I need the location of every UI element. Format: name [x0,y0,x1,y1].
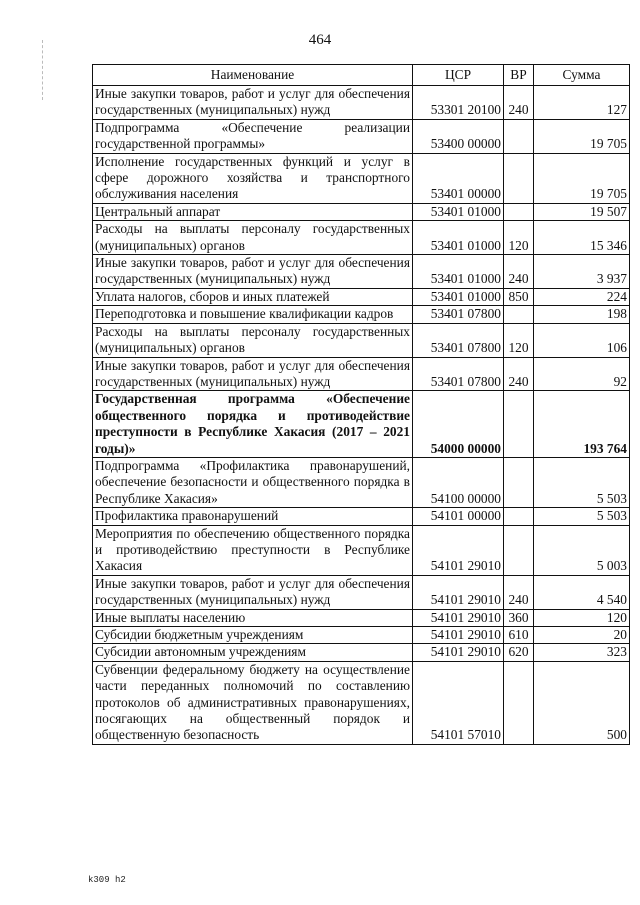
cell-name: Подпрограмма «Обеспечение реализации государственной программы» [93,119,413,153]
table-row [93,306,630,323]
cell-csr: 53301 20100 [413,86,504,120]
cell-sum: 500 [534,661,630,744]
header-sum: Сумма [534,65,630,86]
cell-vr: 620 [504,644,534,661]
cell-sum: 19 705 [534,119,630,153]
cell-sum: 5 503 [534,457,630,507]
cell-vr: 240 [504,575,534,609]
table-row [93,525,630,575]
cell-csr: 54100 00000 [413,457,504,507]
cell-sum: 224 [534,288,630,305]
cell-vr [504,525,534,575]
header-csr: ЦСР [413,65,504,86]
cell-name: Центральный аппарат [93,203,413,220]
table-row [93,323,630,357]
cell-csr: 53401 01000 [413,255,504,289]
cell-vr: 360 [504,609,534,626]
table-row [93,203,630,220]
cell-sum: 5 003 [534,525,630,575]
cell-name: Иные закупки товаров, работ и услуг для обеспечения государственных (муниципальных) нужд [93,357,413,391]
cell-vr [504,391,534,458]
cell-name: Иные закупки товаров, работ и услуг для обеспечения государственных (муниципальных) нужд [93,255,413,289]
cell-csr: 54101 29010 [413,525,504,575]
cell-sum: 15 346 [534,221,630,255]
cell-csr: 53401 00000 [413,153,504,203]
table-row [93,221,630,255]
cell-name: Подпрограмма «Профилактика правонарушений, обеспечение безопасности и общественного порядка в Республике Хакасия» [93,457,413,507]
cell-sum: 19 507 [534,203,630,220]
header-name: Наименование [93,65,413,86]
cell-vr: 120 [504,221,534,255]
cell-name: Расходы на выплаты персоналу государственных (муниципальных) органов [93,221,413,255]
cell-vr [504,153,534,203]
table-row [93,457,630,507]
cell-name: Расходы на выплаты персоналу государственных (муниципальных) органов [93,323,413,357]
cell-name: Государственная программа «Обеспечение общественного порядка и противодействие преступности в Республике Хакасия (2017 – 2021 годы)» [93,391,413,458]
cell-sum: 120 [534,609,630,626]
footer-code: k309 h2 [88,875,126,885]
cell-vr: 610 [504,627,534,644]
cell-vr [504,508,534,525]
cell-csr: 54101 00000 [413,508,504,525]
table-row [93,627,630,644]
cell-name: Иные выплаты населению [93,609,413,626]
cell-sum: 127 [534,86,630,120]
cell-vr [504,203,534,220]
cell-name: Переподготовка и повышение квалификации кадров [93,306,413,323]
table-row [93,255,630,289]
cell-csr: 53401 01000 [413,203,504,220]
cell-vr: 240 [504,86,534,120]
table-row [93,508,630,525]
cell-name: Субсидии бюджетным учреждениям [93,627,413,644]
cell-sum: 92 [534,357,630,391]
cell-csr: 53401 01000 [413,221,504,255]
table-row [93,661,630,744]
table-row [93,86,630,120]
table-header-row [93,65,630,86]
cell-sum: 4 540 [534,575,630,609]
table-row [93,288,630,305]
cell-vr [504,457,534,507]
cell-csr: 54101 29010 [413,644,504,661]
table-row [93,153,630,203]
cell-vr [504,119,534,153]
cell-name: Субвенции федеральному бюджету на осуществление части переданных полномочий по составлению протоколов об административных правонарушениях, посягающих на общественный порядок и общественную безопасность [93,661,413,744]
cell-sum: 106 [534,323,630,357]
cell-name: Исполнение государственных функций и услуг в сфере дорожного хозяйства и транспортного обслуживания населения [93,153,413,203]
cell-name: Уплата налогов, сборов и иных платежей [93,288,413,305]
cell-vr: 240 [504,357,534,391]
cell-sum: 20 [534,627,630,644]
cell-csr: 53401 01000 [413,288,504,305]
page-number: 464 [308,32,332,48]
cell-csr: 53401 07800 [413,306,504,323]
table-row [93,575,630,609]
table-row [93,119,630,153]
cell-vr: 120 [504,323,534,357]
cell-name: Иные закупки товаров, работ и услуг для обеспечения государственных (муниципальных) нужд [93,575,413,609]
cell-vr: 240 [504,255,534,289]
cell-name: Иные закупки товаров, работ и услуг для обеспечения государственных (муниципальных) нужд [93,86,413,120]
scan-margin-mark [42,40,43,100]
header-vr: ВР [504,65,534,86]
cell-name: Профилактика правонарушений [93,508,413,525]
cell-vr: 850 [504,288,534,305]
table-row [93,357,630,391]
cell-sum: 323 [534,644,630,661]
table-row [93,609,630,626]
cell-csr: 54101 57010 [413,661,504,744]
cell-vr [504,661,534,744]
table-row [93,644,630,661]
cell-vr [504,306,534,323]
cell-csr: 53401 07800 [413,323,504,357]
table-row [93,391,630,458]
table-body [93,86,630,745]
cell-name: Субсидии автономным учреждениям [93,644,413,661]
cell-csr: 53401 07800 [413,357,504,391]
cell-sum: 19 705 [534,153,630,203]
cell-csr: 54000 00000 [413,391,504,458]
budget-table [92,64,630,745]
cell-csr: 54101 29010 [413,627,504,644]
cell-sum: 3 937 [534,255,630,289]
cell-csr: 54101 29010 [413,609,504,626]
cell-sum: 193 764 [534,391,630,458]
cell-name: Мероприятия по обеспечению общественного порядка и противодействию преступности в Республике Хакасия [93,525,413,575]
cell-csr: 53400 00000 [413,119,504,153]
cell-sum: 198 [534,306,630,323]
cell-csr: 54101 29010 [413,575,504,609]
cell-sum: 5 503 [534,508,630,525]
